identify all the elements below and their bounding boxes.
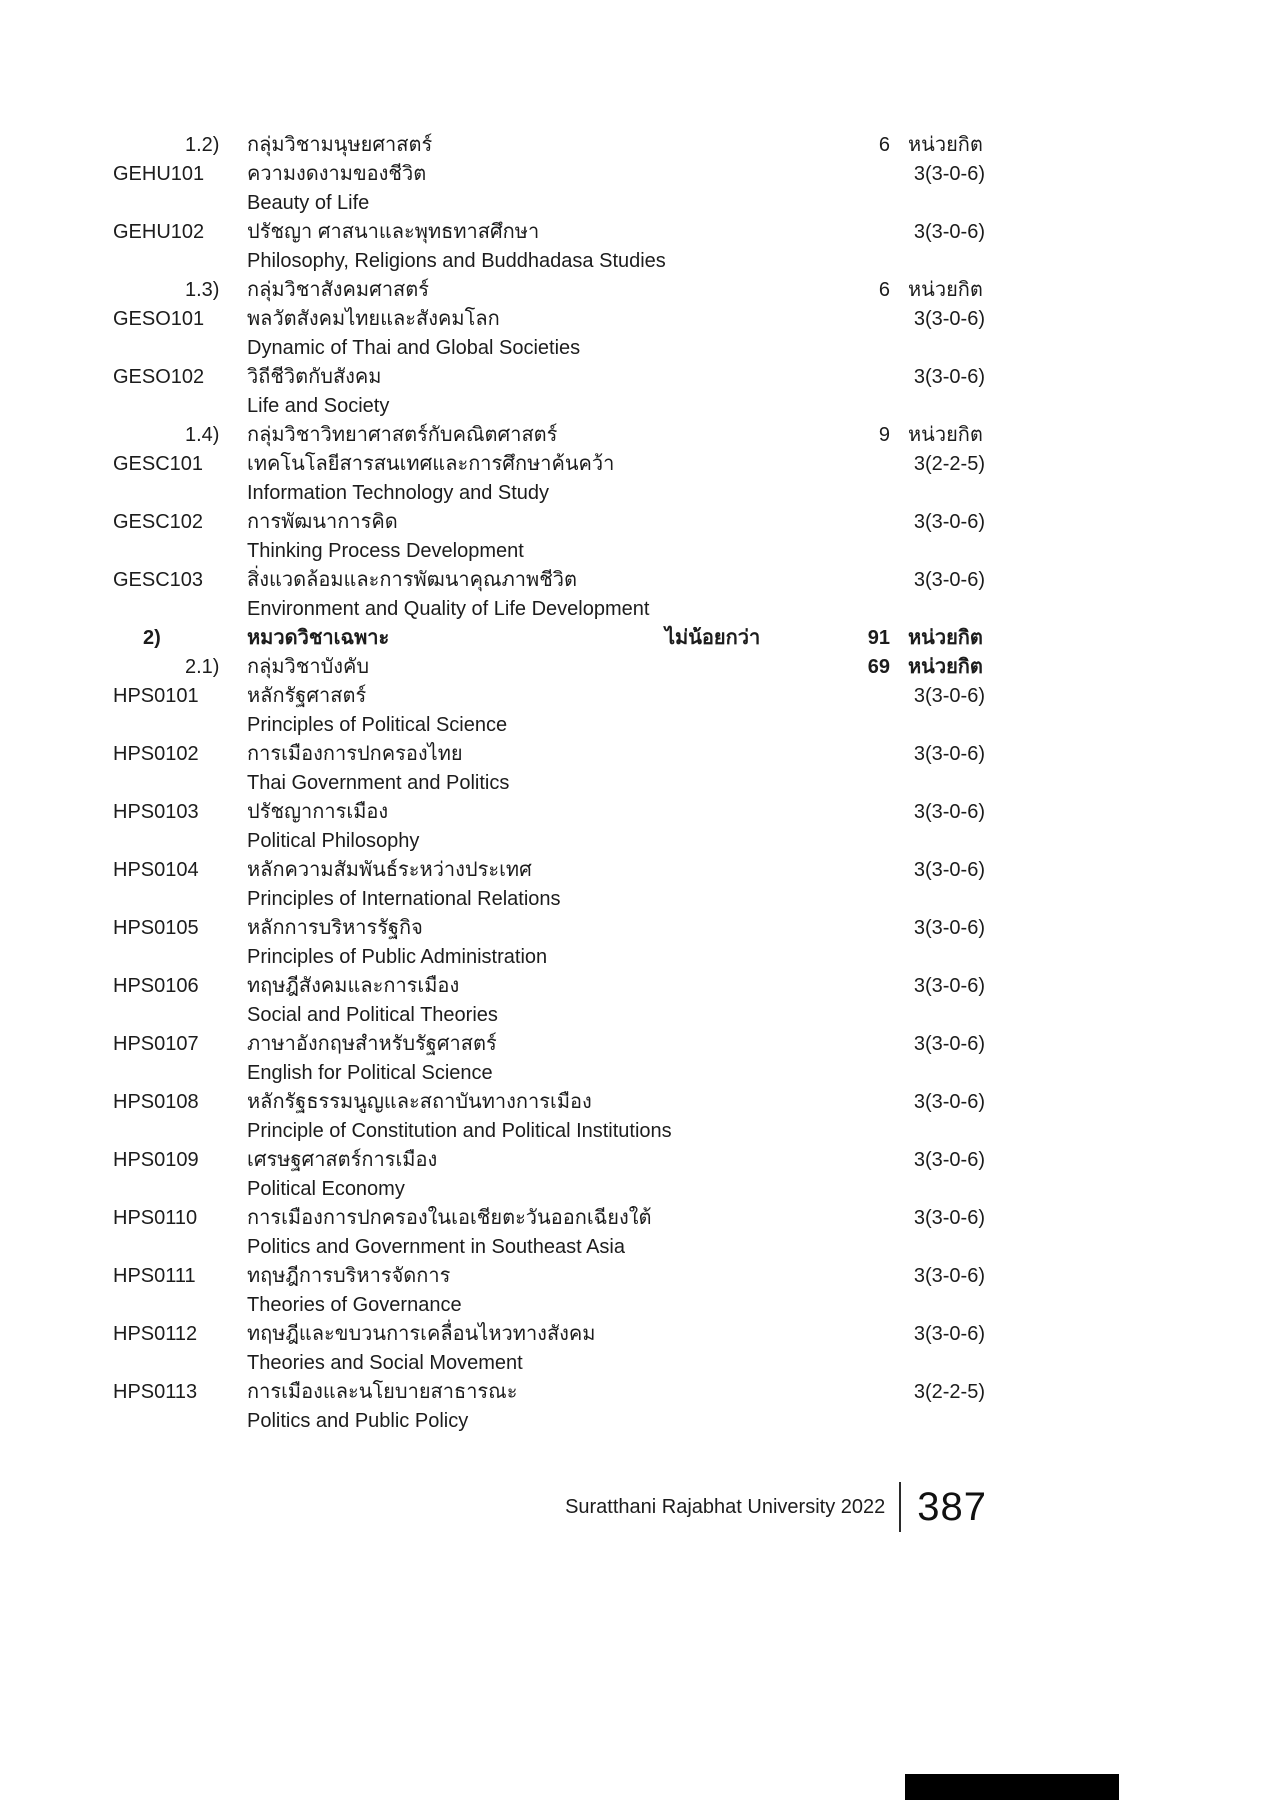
footer-university-text: Suratthani Rajabhat University 2022 — [565, 1495, 886, 1518]
course-title-en: Theories and Social Movement — [247, 1352, 523, 1374]
course-title-th: ภาษาอังกฤษสำหรับรัฐศาสตร์ — [247, 1033, 497, 1055]
course-title-th: เศรษฐศาสตร์การเมือง — [247, 1149, 438, 1171]
course-code: HPS0110 — [113, 1207, 198, 1229]
course-title-th: การเมืองการปกครองในเอเชียตะวันออกเฉียงใต้ — [247, 1207, 652, 1229]
section-number: 1.3) — [185, 279, 220, 301]
credit-detail: 3(2-2-5) — [913, 453, 985, 475]
credit-detail: 3(3-0-6) — [913, 917, 985, 939]
course-title-th: ปรัชญาการเมือง — [247, 801, 389, 823]
course-row — [113, 159, 985, 188]
section-row — [113, 130, 985, 159]
course-title-en: Environment and Quality of Life Development — [247, 598, 650, 620]
course-title-en: Information Technology and Study — [247, 482, 550, 504]
course-title-en: Thinking Process Development — [247, 540, 524, 562]
course-row — [113, 565, 985, 594]
course-title-th: การเมืองการปกครองไทย — [247, 743, 463, 765]
course-row — [113, 1319, 985, 1348]
course-row — [113, 449, 985, 478]
course-row — [113, 507, 985, 536]
section-credits: 91 — [867, 627, 890, 649]
section-note: ไม่น้อยกว่า — [665, 627, 761, 649]
course-code: HPS0101 — [113, 685, 199, 707]
credit-detail: 3(3-0-6) — [913, 511, 985, 533]
course-subtitle-row — [113, 710, 985, 739]
course-subtitle-row — [113, 1000, 985, 1029]
course-title-th: สิ่งแวดล้อมและการพัฒนาคุณภาพชีวิต — [247, 569, 577, 591]
section-number: 2) — [143, 627, 161, 649]
section-row — [113, 652, 985, 681]
section-title: กลุ่มวิชาบังคับ — [247, 656, 370, 678]
credit-unit-label: หน่วยกิต — [908, 134, 983, 156]
course-title-en: Politics and Public Policy — [247, 1410, 469, 1432]
course-title-en: Principles of Public Administration — [247, 946, 548, 968]
course-row — [113, 1377, 985, 1406]
course-title-en: Philosophy, Religions and Buddhadasa Studies — [247, 250, 666, 272]
credit-unit-label: หน่วยกิต — [908, 627, 983, 649]
course-code: HPS0106 — [113, 975, 199, 997]
credit-detail: 3(3-0-6) — [913, 308, 985, 330]
course-row — [113, 913, 985, 942]
section-row — [113, 623, 985, 652]
credit-detail: 3(3-0-6) — [913, 1265, 985, 1287]
course-code: GEHU102 — [113, 221, 205, 243]
course-subtitle-row — [113, 1348, 985, 1377]
credit-detail: 3(3-0-6) — [913, 685, 985, 707]
credit-unit-label: หน่วยกิต — [908, 279, 983, 301]
course-subtitle-row — [113, 768, 985, 797]
section-number: 2.1) — [185, 656, 220, 678]
section-credits: 9 — [878, 424, 890, 446]
course-subtitle-row — [113, 536, 985, 565]
course-code: HPS0109 — [113, 1149, 199, 1171]
credit-detail: 3(3-0-6) — [913, 366, 985, 388]
credit-detail: 3(3-0-6) — [913, 221, 985, 243]
credit-detail: 3(3-0-6) — [913, 743, 985, 765]
section-credits: 69 — [867, 656, 890, 678]
course-title-th: วิถีชีวิตกับสังคม — [247, 366, 382, 388]
course-title-en: Thai Government and Politics — [247, 772, 510, 794]
page-footer — [565, 1480, 987, 1534]
course-subtitle-row — [113, 1290, 985, 1319]
course-row — [113, 362, 985, 391]
course-title-en: Principle of Constitution and Political Institutions — [247, 1120, 672, 1142]
course-subtitle-row — [113, 246, 985, 275]
credit-unit-label: หน่วยกิต — [908, 424, 983, 446]
section-credits: 6 — [878, 134, 890, 156]
course-title-th: หลักการบริหารรัฐกิจ — [247, 917, 423, 939]
course-code: HPS0103 — [113, 801, 199, 823]
course-code: HPS0107 — [113, 1033, 199, 1055]
section-credits: 6 — [878, 279, 890, 301]
course-row — [113, 304, 985, 333]
credit-detail: 3(3-0-6) — [913, 1149, 985, 1171]
credit-detail: 3(2-2-5) — [913, 1381, 985, 1403]
credit-unit-label: หน่วยกิต — [908, 656, 983, 678]
credit-detail: 3(3-0-6) — [913, 1091, 985, 1113]
course-title-th: การพัฒนาการคิด — [247, 511, 398, 533]
course-subtitle-row — [113, 1406, 985, 1435]
course-title-en: Principles of Political Science — [247, 714, 508, 736]
course-subtitle-row — [113, 1174, 985, 1203]
course-subtitle-row — [113, 594, 985, 623]
course-row — [113, 217, 985, 246]
course-code: GESC101 — [113, 453, 204, 475]
course-title-th: หลักรัฐศาสตร์ — [247, 685, 367, 707]
course-title-en: Political Economy — [247, 1178, 405, 1200]
course-table — [113, 130, 985, 1435]
course-subtitle-row — [113, 478, 985, 507]
course-code: HPS0102 — [113, 743, 199, 765]
section-title: กลุ่มวิชามนุษยศาสตร์ — [247, 134, 433, 156]
credit-detail: 3(3-0-6) — [913, 859, 985, 881]
course-code: GEHU101 — [113, 163, 205, 185]
course-code: HPS0113 — [113, 1381, 198, 1403]
credit-detail: 3(3-0-6) — [913, 163, 985, 185]
course-row — [113, 1029, 985, 1058]
course-code: GESO102 — [113, 366, 205, 388]
course-code: HPS0112 — [113, 1323, 198, 1345]
credit-detail: 3(3-0-6) — [913, 1207, 985, 1229]
course-code: HPS0104 — [113, 859, 199, 881]
course-title-th: ปรัชญา ศาสนาและพุทธทาสศึกษา — [247, 221, 540, 243]
course-title-th: หลักรัฐธรรมนูญและสถาบันทางการเมือง — [247, 1091, 592, 1113]
course-title-th: ทฤษฎีการบริหารจัดการ — [247, 1265, 451, 1287]
section-number: 1.4) — [185, 424, 220, 446]
bottom-edge-bar — [905, 1774, 1119, 1800]
course-code: HPS0105 — [113, 917, 199, 939]
course-title-th: การเมืองและนโยบายสาธารณะ — [247, 1381, 518, 1403]
course-title-th: พลวัตสังคมไทยและสังคมโลก — [247, 308, 500, 330]
course-title-en: Social and Political Theories — [247, 1004, 498, 1026]
course-row — [113, 681, 985, 710]
course-row — [113, 971, 985, 1000]
course-subtitle-row — [113, 188, 985, 217]
course-row — [113, 1261, 985, 1290]
course-title-en: Theories of Governance — [247, 1294, 462, 1316]
course-title-th: เทคโนโลยีสารสนเทศและการศึกษาค้นคว้า — [247, 453, 615, 475]
course-code: GESO101 — [113, 308, 205, 330]
page-number: 387 — [917, 1484, 987, 1529]
course-subtitle-row — [113, 826, 985, 855]
course-title-th: ความงดงามของชีวิต — [247, 163, 427, 185]
footer-divider — [899, 1482, 901, 1532]
credit-detail: 3(3-0-6) — [913, 1323, 985, 1345]
course-subtitle-row — [113, 884, 985, 913]
credit-detail: 3(3-0-6) — [913, 801, 985, 823]
course-subtitle-row — [113, 1058, 985, 1087]
course-title-en: Dynamic of Thai and Global Societies — [247, 337, 581, 359]
course-subtitle-row — [113, 333, 985, 362]
section-title: กลุ่มวิชาวิทยาศาสตร์กับคณิตศาสตร์ — [247, 424, 558, 446]
section-number: 1.2) — [185, 134, 220, 156]
course-subtitle-row — [113, 391, 985, 420]
course-title-en: Beauty of Life — [247, 192, 370, 214]
course-title-th: ทฤษฎีสังคมและการเมือง — [247, 975, 460, 997]
course-code: HPS0108 — [113, 1091, 199, 1113]
course-code: GESC103 — [113, 569, 204, 591]
section-row — [113, 275, 985, 304]
course-title-en: Politics and Government in Southeast Asia — [247, 1236, 625, 1258]
section-row — [113, 420, 985, 449]
course-title-en: English for Political Science — [247, 1062, 493, 1084]
course-title-th: ทฤษฎีและขบวนการเคลื่อนไหวทางสังคม — [247, 1323, 596, 1345]
course-subtitle-row — [113, 942, 985, 971]
course-subtitle-row — [113, 1232, 985, 1261]
course-code: HPS0111 — [113, 1265, 196, 1287]
course-title-en: Life and Society — [247, 395, 390, 417]
course-row — [113, 1145, 985, 1174]
credit-detail: 3(3-0-6) — [913, 1033, 985, 1055]
course-title-en: Principles of International Relations — [247, 888, 561, 910]
course-row — [113, 1203, 985, 1232]
course-title-th: หลักความสัมพันธ์ระหว่างประเทศ — [247, 859, 532, 881]
credit-detail: 3(3-0-6) — [913, 569, 985, 591]
course-code: GESC102 — [113, 511, 204, 533]
course-row — [113, 739, 985, 768]
section-title: กลุ่มวิชาสังคมศาสตร์ — [247, 279, 429, 301]
course-title-en: Political Philosophy — [247, 830, 420, 852]
credit-detail: 3(3-0-6) — [913, 975, 985, 997]
course-row — [113, 1087, 985, 1116]
course-row — [113, 855, 985, 884]
course-row — [113, 797, 985, 826]
section-title: หมวดวิชาเฉพาะ — [247, 627, 390, 649]
course-subtitle-row — [113, 1116, 985, 1145]
